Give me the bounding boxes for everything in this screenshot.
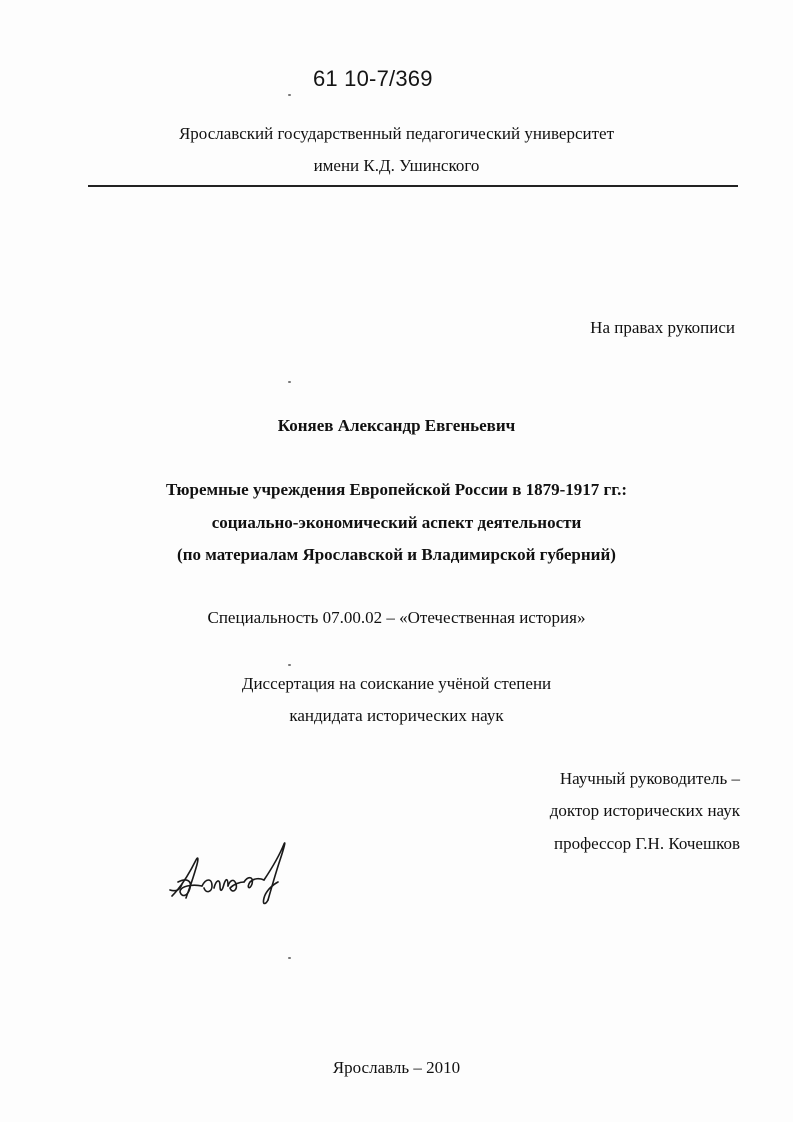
degree-line-2: кандидата исторических наук bbox=[289, 706, 504, 725]
archive-stamp: 61 10-7/369 bbox=[313, 66, 433, 91]
supervisor-line-2: доктор исторических наук bbox=[549, 801, 740, 820]
institution-line-2: имени К.Д. Ушинского bbox=[313, 156, 480, 175]
supervisor-line-3: профессор Г.Н. Кочешков bbox=[553, 834, 740, 853]
author-signature bbox=[168, 838, 308, 910]
institution-line-1: Ярославский государственный педагогический университет bbox=[178, 124, 615, 143]
thesis-title-line-1: Тюремные учреждения Европейской России в 1879-1917 гг.: bbox=[166, 480, 627, 499]
specialty: Специальность 07.00.02 – «Отечественная история» bbox=[207, 608, 586, 627]
thesis-title-line-3: (по материалам Ярославской и Владимирской губерний) bbox=[177, 545, 616, 564]
degree-line-1: Диссертация на соискание учёной степени bbox=[241, 674, 552, 693]
scan-speck bbox=[288, 664, 291, 666]
thesis-title-line-2: социально-экономический аспект деятельности bbox=[211, 513, 582, 532]
scan-speck bbox=[288, 381, 291, 383]
author-name: Коняев Александр Евгеньевич bbox=[277, 416, 516, 435]
manuscript-note: На правах рукописи bbox=[590, 318, 735, 337]
scan-speck bbox=[288, 957, 291, 959]
scan-speck bbox=[288, 94, 291, 96]
header-divider bbox=[88, 185, 738, 187]
place-and-year: Ярославль – 2010 bbox=[332, 1058, 461, 1077]
supervisor-line-1: Научный руководитель – bbox=[559, 769, 740, 788]
